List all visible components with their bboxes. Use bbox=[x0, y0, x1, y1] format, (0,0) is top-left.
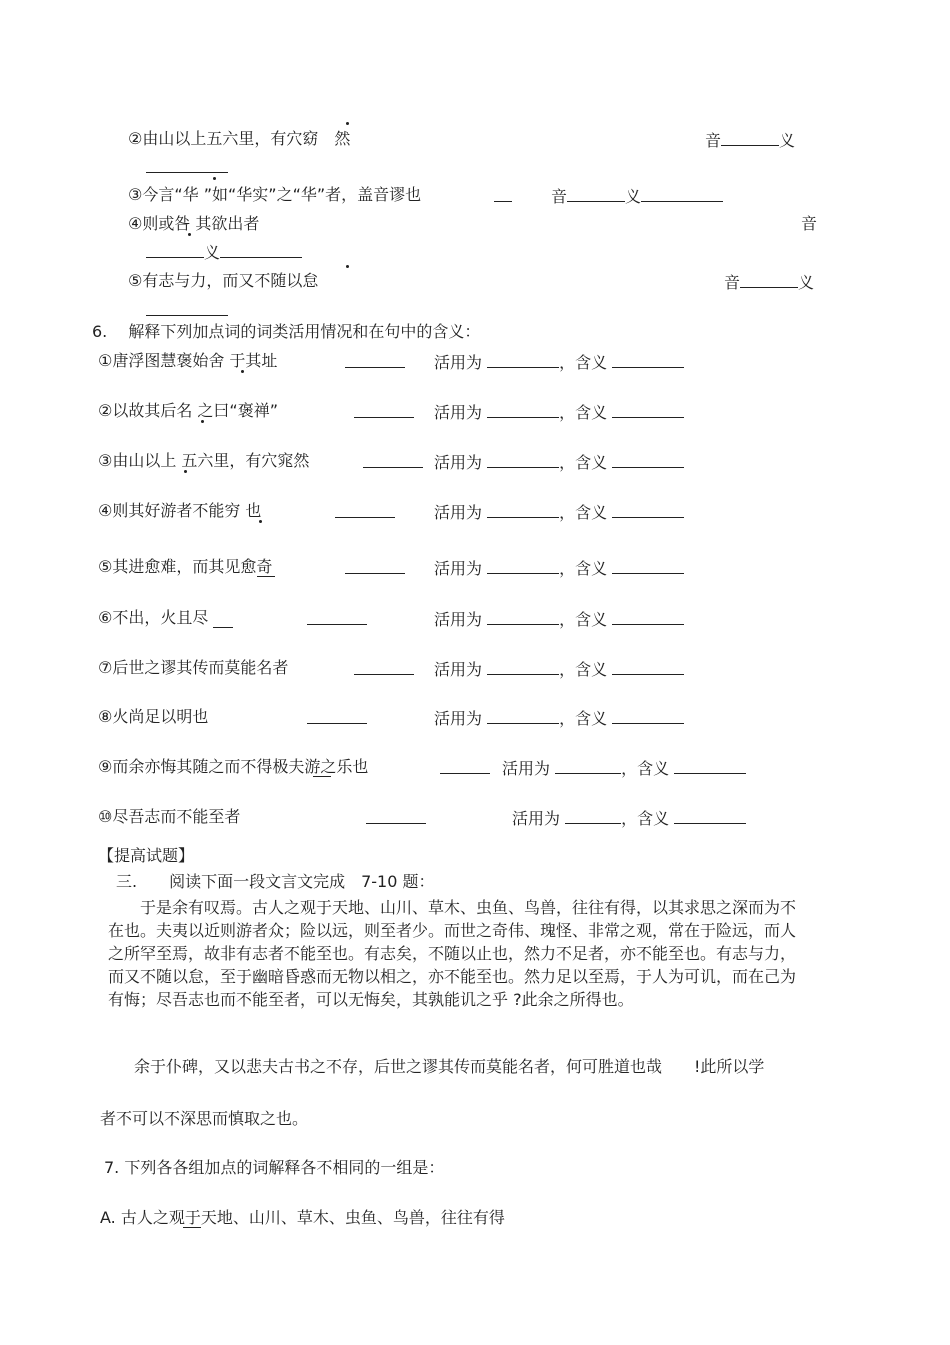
meaning-blank[interactable] bbox=[674, 807, 746, 824]
usage-blank[interactable] bbox=[487, 658, 559, 675]
q7-option-a: A. 古人之观于天地、山川、草木、虫鱼、鸟兽，往往有得 bbox=[100, 1208, 505, 1227]
q6-item-text: ⑤其进愈难，而其见愈奇 bbox=[98, 557, 273, 576]
section-heading: 【提高试题】 bbox=[98, 846, 195, 865]
q6-item-answer bbox=[366, 807, 426, 829]
q5-item-2-answer bbox=[705, 129, 795, 151]
meaning-blank[interactable] bbox=[146, 156, 228, 173]
q6-item-text: ⑨而余亦悔其随之而不得极夫游之乐也 bbox=[98, 757, 369, 776]
q6-item-usage: 活用为 ，含义 bbox=[434, 501, 684, 523]
q6-item-answer bbox=[345, 351, 405, 373]
meaning-blank[interactable] bbox=[146, 299, 228, 316]
q5-item-3-answer bbox=[551, 185, 723, 207]
q5-item-5-text: ⑤有志与力，而又不随以怠 bbox=[128, 271, 319, 290]
q5-item-3-text: ③今言“华 ”如“华实”之“华”者，盖音谬也 bbox=[128, 185, 422, 204]
q5-item-5-answer bbox=[724, 271, 814, 293]
q6-item bbox=[98, 658, 288, 678]
q6-item-usage: 活用为 ，含义 bbox=[434, 351, 684, 373]
q6-item-usage: 活用为 ，含义 bbox=[512, 807, 746, 829]
q6-item-text: ⑧火尚足以明也 bbox=[98, 707, 209, 726]
q6-item bbox=[98, 501, 261, 521]
word-blank[interactable] bbox=[363, 451, 423, 468]
section-part: 三. 阅读下面一段文言文完成 7-10 题： bbox=[116, 872, 435, 891]
q5-item-2-text: ②由山以上五六里，有穴窈 然 bbox=[128, 129, 351, 148]
usage-label: 活用为 bbox=[434, 709, 483, 728]
passage-paragraph: 于是余有叹焉。古人之观于天地、山川、草木、虫鱼、鸟兽，往往有得，以其求思之深而为不在也。夫夷以近则游者众；险以远，则至者少。而世之奇伟、瑰怪、非常之观，常在于险远，而人之所罕至焉，故非有志者不能至也。有志矣，不随以止也，然力不足者，亦不能至也。有志与力，而又不随以怠，至于幽暗昏惑而无物以相之，亦不能至也。然力足以至焉，于人为可讥，而在己为有悔；尽吾志也而不能至者，可以无悔矣，其孰能讥之乎 ?此余之所得也。 bbox=[108, 898, 797, 1009]
meaning-blank[interactable] bbox=[220, 241, 302, 258]
word-blank[interactable] bbox=[335, 501, 395, 518]
word-blank[interactable] bbox=[345, 351, 405, 368]
usage-label: 活用为 bbox=[502, 759, 551, 778]
word-blank[interactable] bbox=[354, 401, 414, 418]
q6-item-text: ③由山以上 五六里，有穴窕然 bbox=[98, 451, 310, 470]
usage-label: 活用为 bbox=[434, 559, 483, 578]
pronunciation-label: 音 bbox=[705, 131, 722, 150]
usage-blank[interactable] bbox=[565, 807, 621, 824]
q6-item bbox=[98, 351, 277, 371]
meaning-blank[interactable] bbox=[612, 451, 684, 468]
meaning-label: 含义 bbox=[575, 453, 608, 472]
usage-blank[interactable] bbox=[487, 351, 559, 368]
pronunciation-blank[interactable] bbox=[740, 271, 798, 288]
pronunciation-label: 音 bbox=[551, 187, 568, 206]
emphasis-dot bbox=[346, 265, 349, 268]
usage-label: 活用为 bbox=[512, 809, 561, 828]
meaning-blank[interactable] bbox=[674, 757, 746, 774]
q5-item-5 bbox=[128, 271, 318, 291]
q6-item-text: ②以故其后名 之曰“褒禅” bbox=[98, 401, 279, 420]
q6-item-text: ④则其好游者不能穷 也 bbox=[98, 501, 262, 520]
meaning-label: 含义 bbox=[637, 759, 670, 778]
usage-blank[interactable] bbox=[487, 608, 559, 625]
pronunciation-label: 音 bbox=[801, 214, 818, 233]
pronunciation-label: 音 bbox=[724, 273, 741, 292]
underline-mark bbox=[313, 776, 331, 777]
usage-label: 活用为 bbox=[434, 610, 483, 629]
q6-item-usage: 活用为 ，含义 bbox=[434, 401, 684, 423]
emphasis-dot bbox=[184, 470, 187, 473]
word-blank[interactable] bbox=[307, 608, 367, 625]
q6-title: 6. 解释下列加点词的词类活用情况和在句中的含义： bbox=[92, 322, 481, 341]
usage-blank[interactable] bbox=[487, 707, 559, 724]
word-blank[interactable] bbox=[366, 807, 426, 824]
meaning-label: 含义 bbox=[575, 709, 608, 728]
meaning-label: 含义 bbox=[575, 610, 608, 629]
q6-item-usage: 活用为 ，含义 bbox=[434, 707, 684, 729]
meaning-blank[interactable] bbox=[612, 658, 684, 675]
usage-blank[interactable] bbox=[555, 757, 621, 774]
q6-item-answer bbox=[307, 608, 367, 630]
underline-mark bbox=[494, 201, 512, 202]
word-blank[interactable] bbox=[354, 658, 414, 675]
meaning-blank[interactable] bbox=[612, 557, 684, 574]
usage-blank[interactable] bbox=[487, 501, 559, 518]
q6-item-answer bbox=[335, 501, 395, 523]
q6-item-text: ⑩尽吾志而不能至者 bbox=[98, 807, 241, 826]
usage-blank[interactable] bbox=[487, 451, 559, 468]
usage-blank[interactable] bbox=[487, 401, 559, 418]
q6-item-answer bbox=[354, 658, 414, 680]
passage-paragraph-2-end: 者不可以不深思而慎取之也。 bbox=[100, 1109, 309, 1128]
passage-paragraph-2: 余于仆碑，又以悲夫古书之不存，后世之谬其传而莫能名者，何可胜道也哉 !此所以学 bbox=[134, 1057, 765, 1076]
meaning-blank[interactable] bbox=[612, 501, 684, 518]
q5-item-2 bbox=[128, 129, 350, 149]
usage-label: 活用为 bbox=[434, 353, 483, 372]
q5-item-3 bbox=[128, 185, 421, 205]
word-blank[interactable] bbox=[307, 707, 367, 724]
q6-item-usage: 活用为 ，含义 bbox=[434, 557, 684, 579]
q6-item bbox=[98, 557, 272, 577]
usage-label: 活用为 bbox=[434, 403, 483, 422]
q6-item-answer bbox=[307, 707, 367, 729]
word-blank[interactable] bbox=[345, 557, 405, 574]
q6-item-answer bbox=[363, 451, 423, 473]
q6-item bbox=[98, 707, 208, 727]
emphasis-dot bbox=[346, 122, 349, 125]
emphasis-dot bbox=[201, 420, 204, 423]
q5-item-4 bbox=[128, 214, 259, 234]
q6-item-usage: 活用为 ，含义 bbox=[434, 658, 684, 680]
emphasis-dot bbox=[259, 520, 262, 523]
word-blank[interactable] bbox=[440, 757, 490, 774]
usage-label: 活用为 bbox=[434, 660, 483, 679]
pronunciation-blank[interactable] bbox=[721, 129, 779, 146]
meaning-label: 含义 bbox=[575, 353, 608, 372]
q6-item-text: ⑦后世之谬其传而莫能名者 bbox=[98, 658, 289, 677]
meaning-blank[interactable] bbox=[612, 401, 684, 418]
pronunciation-blank[interactable] bbox=[567, 185, 625, 202]
q6-item bbox=[98, 757, 368, 777]
q6-item-usage: 活用为 ，含义 bbox=[434, 608, 684, 630]
meaning-label: 义 bbox=[625, 187, 642, 206]
q6-item bbox=[98, 451, 309, 471]
q6-item-answer bbox=[345, 557, 405, 579]
meaning-label: 含义 bbox=[637, 809, 670, 828]
passage bbox=[108, 896, 808, 1011]
q6-item-answer bbox=[354, 401, 414, 423]
emphasis-dot bbox=[241, 370, 244, 373]
usage-label: 活用为 bbox=[434, 503, 483, 522]
underline-mark bbox=[213, 627, 233, 628]
q5-item-4-text: ④则或咎 其欲出者 bbox=[128, 214, 260, 233]
meaning-blank[interactable] bbox=[612, 608, 684, 625]
underline-mark bbox=[257, 576, 275, 577]
q6-item bbox=[98, 807, 240, 827]
meaning-label: 含义 bbox=[575, 660, 608, 679]
emphasis-dot bbox=[213, 177, 216, 180]
usage-blank[interactable] bbox=[487, 557, 559, 574]
meaning-label: 含义 bbox=[575, 403, 608, 422]
q6-item-answer bbox=[440, 757, 490, 779]
pronunciation-blank[interactable] bbox=[146, 241, 204, 258]
meaning-label: 含义 bbox=[575, 559, 608, 578]
meaning-label: 含义 bbox=[575, 503, 608, 522]
q6-item-usage: 活用为 ，含义 bbox=[434, 451, 684, 473]
q6-item bbox=[98, 608, 208, 628]
meaning-blank[interactable] bbox=[641, 185, 723, 202]
q6-item-text: ①唐浮图慧褒始舍 于其址 bbox=[98, 351, 278, 370]
meaning-blank[interactable] bbox=[612, 351, 684, 368]
q7-title: 7. 下列各各组加点的词解释各不相同的一组是： bbox=[104, 1158, 445, 1177]
q6-item-usage: 活用为 ，含义 bbox=[502, 757, 746, 779]
underline-mark bbox=[183, 1227, 201, 1228]
q6-item bbox=[98, 401, 278, 421]
meaning-blank[interactable] bbox=[612, 707, 684, 724]
emphasis-dot bbox=[188, 233, 191, 236]
q5-item-4-yin bbox=[801, 214, 817, 234]
meaning-label: 义 bbox=[798, 273, 815, 292]
meaning-label: 义 bbox=[204, 243, 221, 262]
meaning-label: 义 bbox=[779, 131, 796, 150]
q5-item-4-answer bbox=[146, 241, 302, 263]
q6-item-text: ⑥不出，火且尽 bbox=[98, 608, 209, 627]
usage-label: 活用为 bbox=[434, 453, 483, 472]
